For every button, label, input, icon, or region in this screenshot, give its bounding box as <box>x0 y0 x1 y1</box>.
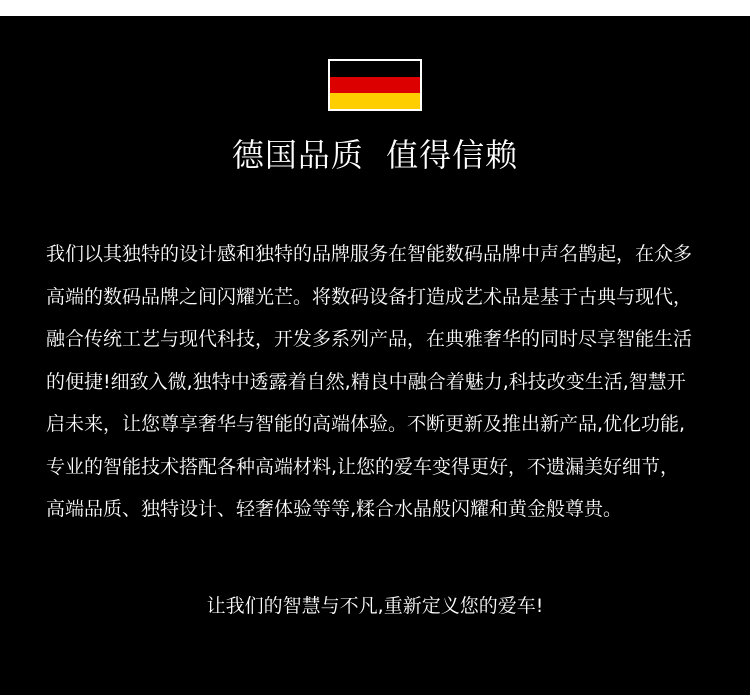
description-line: 的便捷!细致入微,独特中透露着自然,精良中融合着魅力,科技改变生活,智慧开 <box>46 370 686 393</box>
flag-stripe-gold <box>330 93 420 109</box>
germany-flag-icon <box>328 59 422 111</box>
slogan: 让我们的智慧与不凡,重新定义您的爱车! <box>206 595 544 617</box>
description-line: 高端品质、独特设计、轻奢体验等等,糅合水晶般闪耀和黄金般尊贵。 <box>46 498 623 520</box>
description-line: 启未来，让您尊享奢华与智能的高端体验。不断更新及推出新产品,优化功能, <box>46 413 686 435</box>
headline: 德国品质 值得信赖 <box>231 136 519 174</box>
description-line: 我们以其独特的设计感和独特的品牌服务在智能数码品牌中声名鹊起，在众多 <box>46 243 693 265</box>
brand-description <box>46 233 716 531</box>
description-line: 高端的数码品牌之间闪耀光芒。将数码设备打造成艺术品是基于古典与现代， <box>46 285 693 308</box>
description-line: 融合传统工艺与现代科技，开发多系列产品，在典雅奢华的同时尽享智能生活 <box>46 328 693 350</box>
flag-stripe-black <box>330 61 420 77</box>
description-line: 专业的智能技术搭配各种高端材料,让您的爱车变得更好，不遗漏美好细节， <box>46 455 680 478</box>
promo-panel <box>0 16 750 695</box>
flag-stripe-red <box>330 77 420 93</box>
top-white-strip <box>0 0 750 16</box>
